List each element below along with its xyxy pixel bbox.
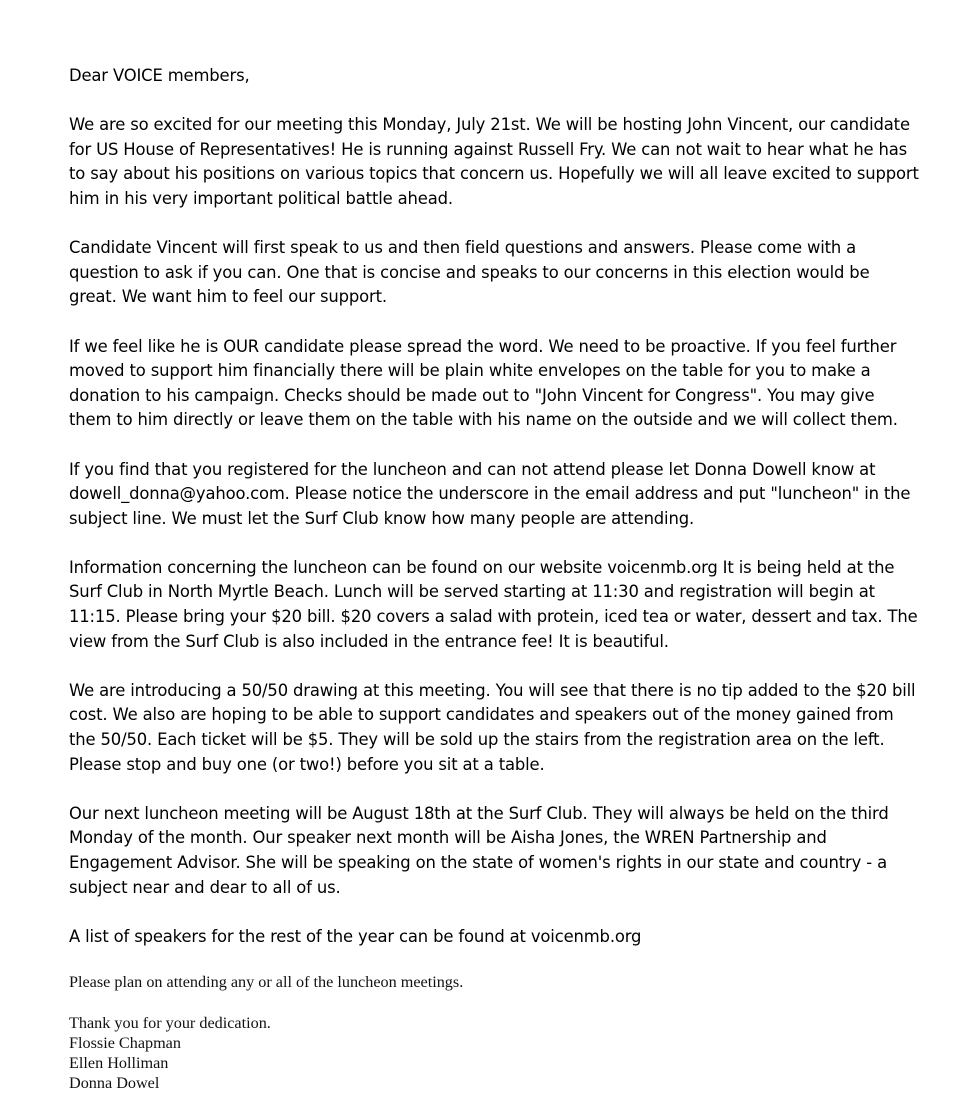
paragraph-next-meeting: Our next luncheon meeting will be August 18th at the Surf Club. They will always be held on the third Monday of the month. Our speaker next month will be Aisha Jones, the WREN Partnership and Engagement Advisor. She will be speaking on the state of women's rights in our state and country - a subject near and dear to all of us. [69, 803, 889, 897]
paragraph-meeting-announcement: We are so excited for our meeting this Monday, July 21st. We will be hosting John Vincent, our candidate for US House of Representatives! He is running against Russell Fry. We can not wait to hear what he has to say about his positions on various topics that concern us. Hopefully we will all leave excited to support him in his very important political battle ahead. [69, 115, 919, 208]
paragraph-luncheon-info: Information concerning the luncheon can be found on our website voicenmb.org It is being held at the Surf Club in North Myrtle Beach. Lunch will be served starting at 11:30 and registration will begin at 11:15. Please bring your $20 bill. $20 covers a salad with protein, iced tea or water, dessert and tax. The view from the Surf Club is also included in the entrance fee! It is beautiful. [69, 557, 918, 651]
signature-name: Flossie Chapman [69, 1033, 181, 1052]
plan-line: Please plan on attending any or all of the luncheon meetings. [69, 973, 464, 991]
greeting: Dear VOICE members, [69, 66, 250, 85]
letter-body [69, 64, 919, 949]
paragraph-cancellation: If you find that you registered for the luncheon and can not attend please let Donna Dowell know at dowell_donna@yahoo.com. Please notice the underscore in the email address and put "luncheon" in the subject line. We must let the Surf Club know how many people are attending. [69, 459, 911, 528]
signature-name: Donna Dowel [69, 1074, 160, 1093]
paragraph-speakers-list: A list of speakers for the rest of the year can be found at voicenmb.org [69, 926, 642, 946]
signature-name: Ellen Holliman [69, 1054, 169, 1073]
letter-closing [69, 972, 919, 1094]
paragraph-drawing: We are introducing a 50/50 drawing at this meeting. You will see that there is no tip added to the $20 bill cost. We also are hoping to be able to support candidates and speakers out of the money gained from the 50/50. Each ticket will be $5. They will be sold up the stairs from the registration area on the left. Please stop and buy one (or two!) before you sit at a table. [69, 680, 916, 774]
paragraph-questions: Candidate Vincent will first speak to us and then field questions and answers. Please come with a question to ask if you can. One that is concise and speaks to our concerns in this election would be great. We want him to feel our support. [69, 238, 870, 307]
paragraph-donations: If we feel like he is OUR candidate please spread the word. We need to be proactive. If you feel further moved to support him financially there will be plain white envelopes on the table for you to make a donation to his campaign. Checks should be made out to "John Vincent for Congress". You may give them to him directly or leave them on the table with his name on the outside and we will collect them. [69, 336, 898, 430]
thanks-line: Thank you for your dedication. [69, 1013, 271, 1032]
